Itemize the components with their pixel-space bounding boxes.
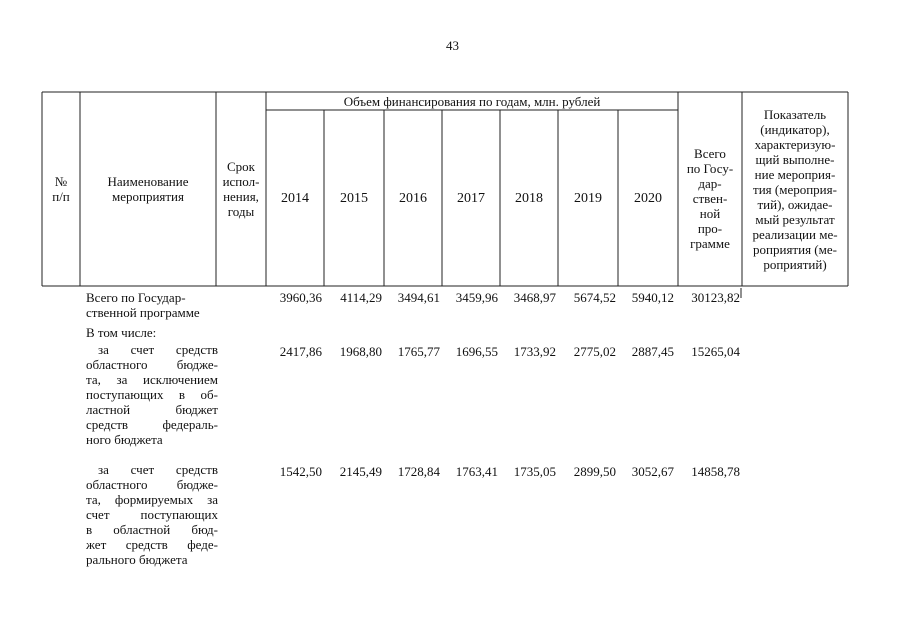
- header-year-2014: 2014: [281, 190, 309, 206]
- row-total-2018: 3468,97: [513, 290, 556, 305]
- row-regional-2019: 2775,02: [573, 344, 616, 359]
- header-year-2015: 2015: [340, 190, 368, 206]
- row-federal-2015: 2145,49: [339, 464, 382, 479]
- row-total-2017: 3459,96: [455, 290, 498, 305]
- header-indicator-col: Показатель (индикатор), характеризую- щий выполне- ние мероприя- тия (мероприя- тий), ожидае- мый результат реализации ме- роприятия (ме- роприятий): [752, 106, 838, 272]
- row-federal-2019: 2899,50: [573, 464, 616, 479]
- header-year-2018: 2018: [515, 190, 543, 206]
- row-regional-2017: 1696,55: [455, 344, 498, 359]
- header-year-2020: 2020: [634, 190, 662, 206]
- row-federal-sum: 14858,78: [691, 464, 740, 479]
- row-federal-2018: 1735,05: [513, 464, 556, 479]
- row-federal-2014: 1542,50: [279, 464, 322, 479]
- header-name-col: Наименование мероприятия: [107, 174, 189, 204]
- row-regional-2016: 1765,77: [397, 344, 440, 359]
- header-num-col: № п/п: [52, 174, 70, 204]
- row-regional-2020: 2887,45: [631, 344, 674, 359]
- row-federal-label: за счет средств областного бюдже- та, формируемых за счет поступающих в областной бюд- жет средств феде- рального бюджета: [86, 462, 218, 567]
- page-number: 43: [446, 38, 459, 53]
- row-regional-2018: 1733,92: [513, 344, 556, 359]
- row-regional-sum: 15265,04: [691, 344, 740, 359]
- row-total-2015: 4114,29: [340, 290, 382, 305]
- row-total-sum: 30123,82: [691, 290, 740, 305]
- row-regional-label: за счет средств областного бюдже- та, за исключением поступающих в об- ластной бюджет средств федераль- ного бюджета: [86, 342, 218, 447]
- row-total-2019: 5674,52: [573, 290, 616, 305]
- header-year-2016: 2016: [399, 190, 427, 206]
- header-term-col: Срок испол- нения, годы: [222, 159, 260, 219]
- row-federal-2016: 1728,84: [397, 464, 440, 479]
- header-total-col: Всего по Госу- дар- ствен- ной про- грамме: [686, 145, 734, 251]
- header-financing-group: Объем финансирования по годам, млн. рублей: [343, 93, 601, 109]
- row-regional-2015: 1968,80: [339, 344, 382, 359]
- row-federal-2020: 3052,67: [631, 464, 674, 479]
- row-regional-2014: 2417,86: [279, 344, 322, 359]
- header-year-2019: 2019: [574, 190, 602, 206]
- row-including-label: В том числе:: [86, 325, 157, 340]
- row-total-2014: 3960,36: [279, 290, 322, 305]
- row-total-label: Всего по Государ- ственной программе: [86, 290, 200, 320]
- row-total-2020: 5940,12: [631, 290, 674, 305]
- row-federal-2017: 1763,41: [455, 464, 498, 479]
- header-year-2017: 2017: [457, 190, 485, 206]
- row-total-2016: 3494,61: [397, 290, 440, 305]
